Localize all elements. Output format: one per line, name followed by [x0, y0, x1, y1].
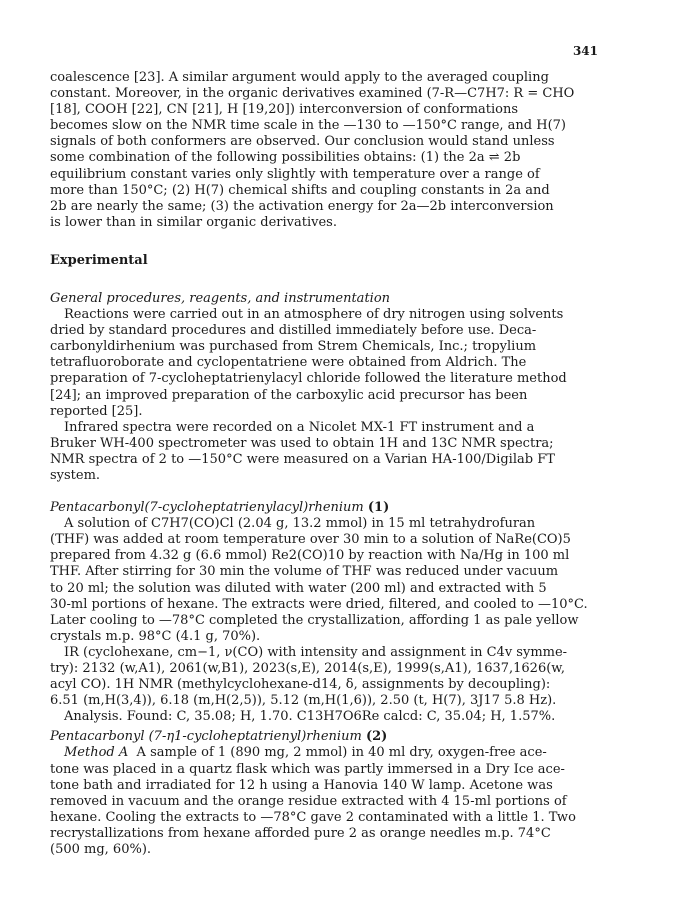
section-heading-experimental: Experimental: [50, 252, 148, 268]
compound-label: (1): [367, 500, 390, 516]
text-line: 2b are nearly the same; (3) the activation energy for 2a—2b interconversion: [50, 198, 554, 214]
text-line: [18], COOH [22], CN [21], H [19,20]) interconversion of conformations: [50, 102, 519, 118]
text-line: tone bath and irradiated for 12 h using a Hanovia 140 W lamp. Acetone was: [50, 777, 553, 793]
text-line: acyl CO). 1H NMR (methylcyclohexane-d14, δ, assignments by decoupling):: [50, 677, 551, 693]
compound-label: (2): [365, 729, 388, 745]
paragraph-discussion: [50, 70, 626, 231]
text-line: try): 2132 (w,A1), 2061(w,B1), 2023(s,E), 2014(s,E), 1999(s,A1), 1637,1626(w,: [50, 661, 566, 676]
text-span: A sample of 1 (890 mg, 2 mmol) in 40 ml dry, oxygen-free ace-: [136, 745, 547, 761]
text-line: 6.51 (m,H(3,4)), 6.18 (m,H(2,5)), 5.12 (m,H(1,6)), 2.50 (t, H(7), 3J17 5.8 Hz).: [50, 693, 557, 709]
text-line: IR (cyclohexane, cm−1, ν(CO) with intensity and assignment in C4v symme-: [64, 644, 568, 660]
text-line: dried by standard procedures and distilled immediately before use. Deca-: [50, 323, 537, 339]
text-line: Infrared spectra were recorded on a Nicolet MX-1 FT instrument and a: [64, 419, 535, 435]
text-line: signals of both conformers are observed. Our conclusion would stand unless: [50, 134, 555, 150]
text-line: [24]; an improved preparation of the carboxylic acid precursor has been: [50, 387, 528, 403]
text-line: prepared from 4.32 g (6.6 mmol) Re2(CO)10 by reaction with Na/Hg in 100 ml: [50, 548, 570, 564]
compound-heading: [50, 729, 626, 745]
text-line: system.: [50, 467, 101, 483]
text-line: NMR spectra of 2 to —150°C were measured on a Varian HA-100/Digilab FT: [50, 451, 555, 467]
text-line: Reactions were carried out in an atmosphere of dry nitrogen using solvents: [64, 307, 564, 323]
text-line: Later cooling to —78°C completed the crystallization, affording 1 as pale yellow: [50, 612, 579, 628]
text-line: [50, 745, 626, 761]
text-line: (500 mg, 60%).: [50, 842, 152, 858]
page-number: 341: [572, 44, 598, 58]
text-line: tone was placed in a quartz flask which was partly immersed in a Dry Ice ace-: [50, 761, 565, 777]
text-line: to 20 ml; the solution was diluted with water (200 ml) and extracted with 5: [50, 580, 547, 596]
compound-name: Pentacarbonyl(7-cycloheptatrienylacyl)rhenium: [50, 500, 364, 516]
text-line: constant. Moreover, in the organic derivatives examined (7-R—C7H7: R = CHO: [50, 86, 575, 102]
text-line: crystals m.p. 98°C (4.1 g, 70%).: [50, 628, 261, 644]
compound-heading: [50, 500, 626, 516]
section-general-procedures: [50, 291, 626, 484]
text-line: Analysis. Found: C, 35.08; H, 1.70. C13H7O6Re calcd: C, 35.04; H, 1.57%.: [64, 709, 556, 725]
text-line: recrystallizations from hexane afforded pure 2 as orange needles m.p. 74°C: [50, 825, 551, 841]
page-body: [50, 70, 626, 858]
text-line: preparation of 7-cycloheptatrienylacyl chloride followed the literature method: [50, 371, 567, 387]
text-line: equilibrium constant varies only slightly with temperature over a range of: [50, 166, 540, 182]
text-line: some combination of the following possibilities obtains: (1) the 2a ⇌ 2b: [50, 150, 521, 166]
text-line: removed in vacuum and the orange residue extracted with 4 15-ml portions of: [50, 793, 567, 809]
text-line: A solution of C7H7(CO)Cl (2.04 g, 13.2 mmol) in 15 ml tetrahydrofuran: [64, 516, 536, 532]
text-line: coalescence [23]. A similar argument would apply to the averaged coupling: [50, 70, 549, 85]
text-line: Bruker WH-400 spectrometer was used to obtain 1H and 13C NMR spectra;: [50, 435, 554, 451]
section-compound-1: [50, 500, 626, 725]
text-line: is lower than in similar organic derivatives.: [50, 214, 337, 230]
subsection-heading: General procedures, reagents, and instrumentation: [50, 290, 391, 306]
text-line: (THF) was added at room temperature over 30 min to a solution of NaRe(CO)5: [50, 532, 571, 548]
text-line: hexane. Cooling the extracts to —78°C gave 2 contaminated with a little 1. Two: [50, 809, 576, 825]
text-line: 30-ml portions of hexane. The extracts were dried, filtered, and cooled to —10°C.: [50, 596, 588, 612]
section-compound-2: [50, 729, 626, 858]
text-line: reported [25].: [50, 403, 143, 419]
text-line: more than 150°C; (2) H(7) chemical shifts and coupling constants in 2a and: [50, 182, 550, 198]
text-line: THF. After stirring for 30 min the volume of THF was reduced under vacuum: [50, 564, 559, 580]
compound-name: Pentacarbonyl (7-η1-cycloheptatrienyl)rhenium: [50, 729, 362, 745]
method-label: Method A: [64, 745, 129, 761]
text-line: tetrafluoroborate and cyclopentatriene were obtained from Aldrich. The: [50, 355, 527, 371]
text-line: carbonyldirhenium was purchased from Strem Chemicals, Inc.; tropylium: [50, 339, 537, 355]
text-line: becomes slow on the NMR time scale in the —130 to —150°C range, and H(7): [50, 118, 566, 134]
